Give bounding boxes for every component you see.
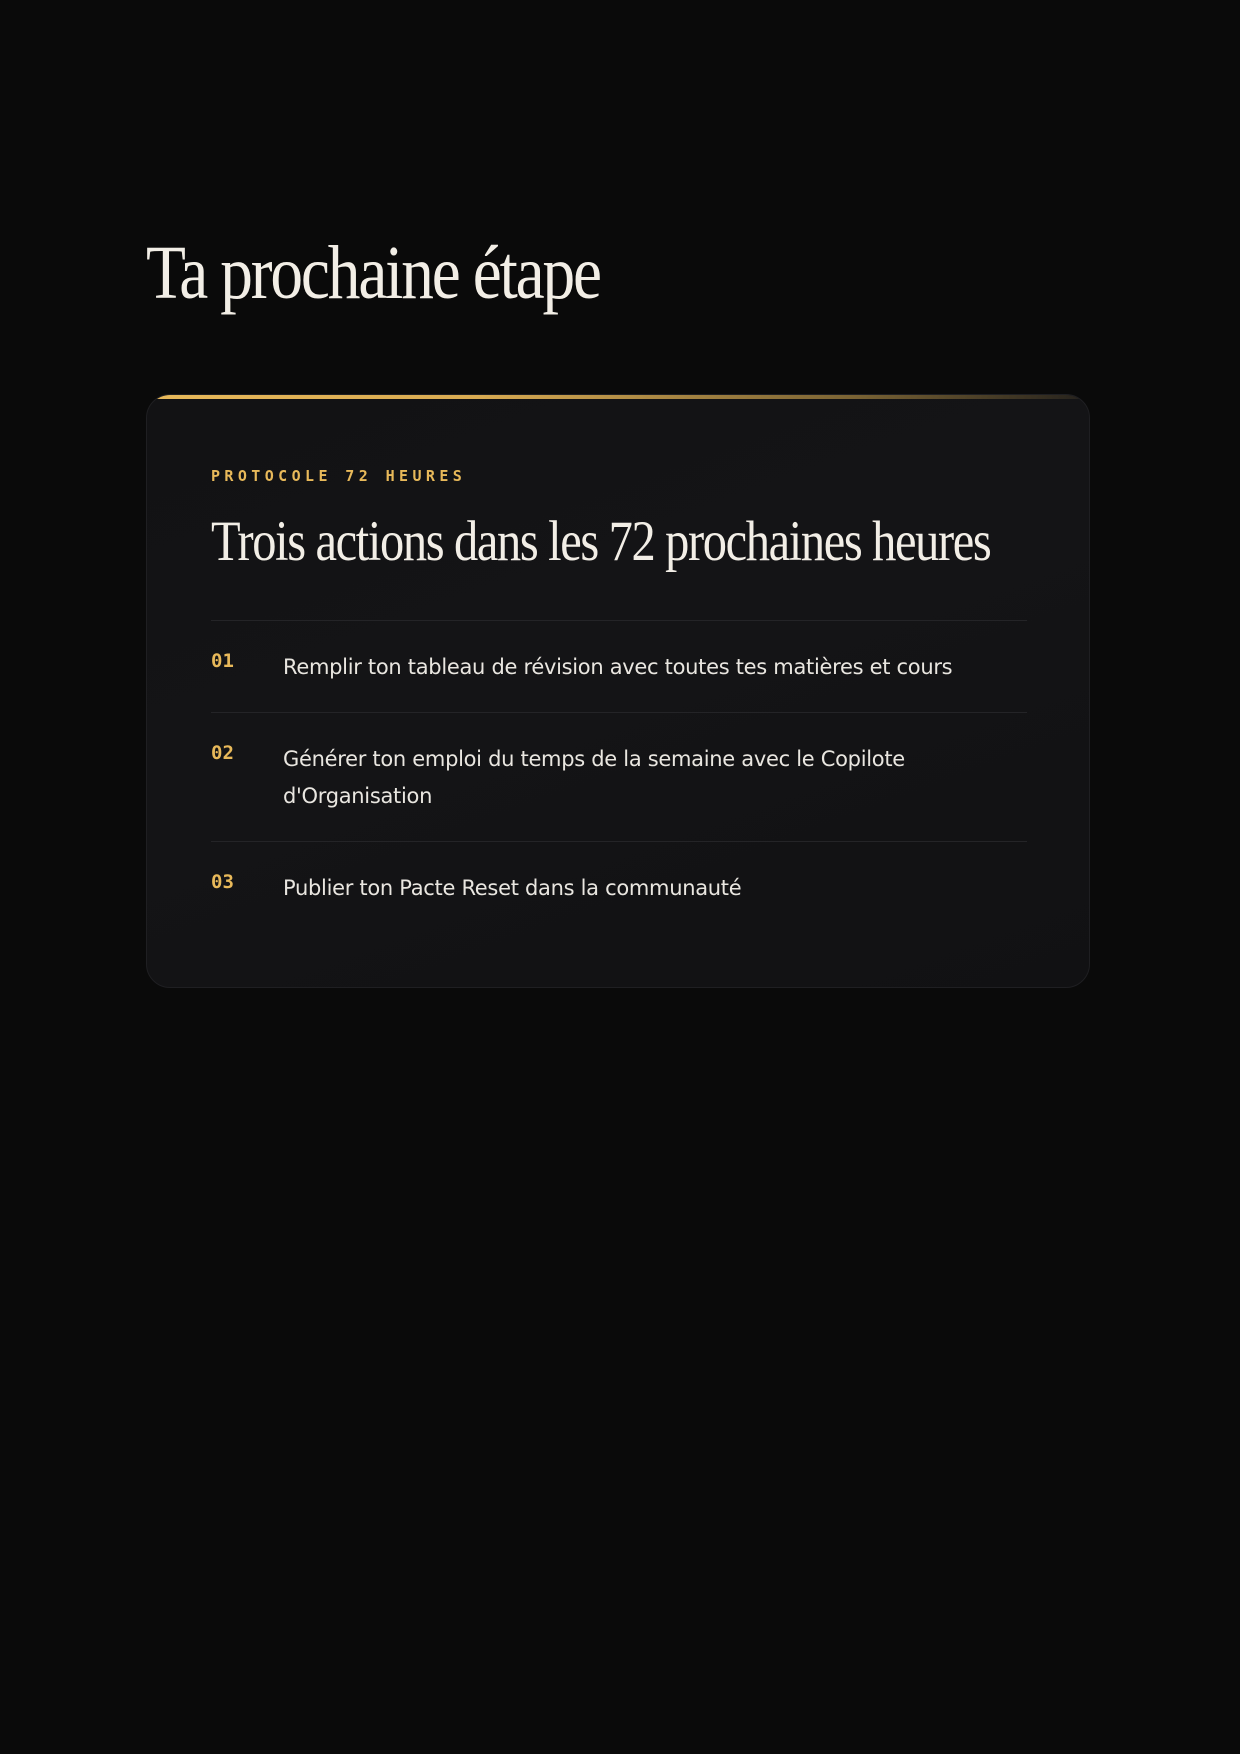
protocol-card bbox=[146, 394, 1090, 988]
step-number: 01 bbox=[211, 650, 234, 672]
card-eyebrow: PROTOCOLE 72 HEURES bbox=[211, 467, 467, 485]
step-text: Remplir ton tableau de révision avec toutes tes matières et cours bbox=[283, 655, 953, 679]
card-accent-bar bbox=[147, 395, 1089, 399]
steps-list bbox=[211, 620, 1027, 933]
step-number: 02 bbox=[211, 742, 234, 764]
step-text: Générer ton emploi du temps de la semaine avec le Copilote d'Organisation bbox=[283, 747, 905, 808]
step-item bbox=[211, 621, 1027, 713]
step-text: Publier ton Pacte Reset dans la communauté bbox=[283, 876, 742, 900]
step-item bbox=[211, 842, 1027, 933]
step-item bbox=[211, 713, 1027, 842]
card-title: Trois actions dans les 72 prochaines heures bbox=[211, 510, 991, 573]
page-title: Ta prochaine étape bbox=[146, 231, 600, 315]
step-number: 03 bbox=[211, 871, 234, 893]
